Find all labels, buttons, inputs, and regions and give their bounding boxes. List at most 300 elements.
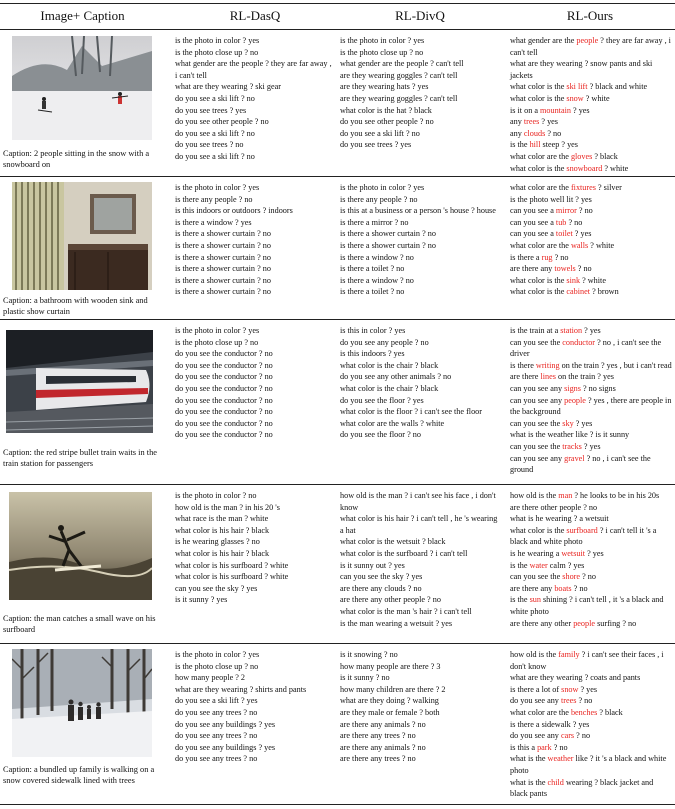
qa-line — [175, 325, 335, 337]
qa-text: is the photo in color ? yes — [175, 36, 260, 45]
highlighted-entity: gravel — [564, 453, 585, 463]
qa-line — [175, 395, 335, 407]
qa-line — [175, 128, 335, 140]
qa-text: is there a shower curtain ? no — [175, 275, 271, 285]
qa-line — [510, 325, 672, 337]
highlighted-entity: boats — [554, 583, 572, 593]
qa-line — [340, 548, 500, 560]
qa-text: ? black — [597, 707, 623, 717]
qa-text: is the — [510, 595, 530, 605]
qa-line — [175, 217, 335, 229]
qa-line — [510, 560, 672, 572]
qa-line — [175, 383, 335, 395]
qa-text: is there a sidewalk ? yes — [510, 719, 590, 729]
qa-text: is there a shower curtain ? no — [175, 252, 271, 262]
qa-text: what color are the — [510, 183, 571, 192]
qa-text: what color is his hair ? black — [175, 525, 270, 535]
qa-text: are there any — [510, 583, 555, 593]
qa-line — [510, 742, 672, 754]
qa-text: do you see the conductor ? no — [175, 418, 273, 428]
qa-text: is the man wearing a wetsuit ? yes — [340, 618, 453, 628]
qa-line — [175, 286, 335, 298]
qa-text: what color is his hair ? black — [175, 548, 270, 558]
qa-line — [340, 182, 500, 194]
qa-text: is the photo close up ? no — [340, 47, 424, 57]
qa-text: do you see a ski lift ? yes — [175, 696, 258, 706]
caption-text: Caption: a bundled up family is walking on a snow covered sidewalk lined with trees — [3, 765, 155, 786]
qa-text: are there other people ? no — [510, 502, 598, 512]
highlighted-entity: toilet — [555, 229, 573, 239]
qa-line — [340, 47, 500, 59]
rl-dasq-dialog — [175, 325, 335, 441]
qa-line — [340, 263, 500, 275]
qa-text: ? white — [588, 240, 615, 250]
qa-text: ? black — [592, 151, 618, 161]
qa-text: ? no — [574, 731, 591, 741]
qa-line — [175, 228, 335, 240]
qa-text: ? no — [545, 128, 562, 138]
qa-line — [175, 371, 335, 383]
qa-line — [510, 81, 672, 93]
qa-text: on the train ? yes — [555, 372, 614, 382]
qa-line — [510, 441, 672, 453]
qa-text: what color is the — [510, 275, 567, 285]
qa-text: ? silver — [595, 183, 622, 192]
qa-text: what gender are the people ? they are far away , i can't tell — [175, 59, 332, 80]
qa-text: is it sunny out ? yes — [340, 560, 405, 570]
qa-line — [510, 240, 672, 252]
qa-text: are there any other people ? no — [340, 595, 441, 605]
qa-line — [340, 35, 500, 47]
highlighted-entity: trees — [560, 696, 577, 706]
qa-text: what color is the chair ? black — [340, 360, 439, 370]
qa-line — [175, 649, 335, 661]
qa-text: do you see the conductor ? no — [175, 349, 273, 359]
qa-line — [340, 418, 500, 430]
qa-text: like ? it 's a black and white photo — [510, 754, 667, 775]
qa-text: is there a window ? yes — [175, 217, 252, 227]
qa-text: is there a window ? no — [340, 275, 414, 285]
qa-text: do you see the conductor ? no — [175, 360, 273, 370]
qa-text: how old is the man ? i can't see his face , i don't know — [340, 491, 496, 512]
qa-line — [510, 672, 672, 684]
qa-text: are there any clouds ? no — [340, 583, 422, 593]
qa-line — [510, 35, 672, 58]
qa-line — [175, 252, 335, 264]
qa-line — [510, 730, 672, 742]
qa-text: shining ? i can't tell , it 's a black and white photo — [510, 595, 664, 616]
qa-text: do you see other people ? no — [175, 117, 269, 127]
highlighted-entity: people — [573, 618, 596, 628]
qa-text: what color are the — [510, 707, 571, 717]
qa-line — [175, 93, 335, 105]
qa-line — [510, 684, 672, 696]
highlighted-entity: station — [560, 326, 583, 335]
qa-line — [510, 93, 672, 105]
qa-text: what color are the walls ? white — [340, 418, 445, 428]
qa-text: is there any people ? no — [175, 194, 253, 204]
qa-text: how many people are there ? 3 — [340, 661, 441, 671]
qa-text: is there a toilet ? no — [340, 287, 405, 297]
highlighted-entity: conductor — [562, 337, 596, 347]
qa-line — [510, 263, 672, 275]
qa-text: is it on a — [510, 105, 541, 115]
qa-line — [175, 139, 335, 151]
qa-text: is the photo in color ? yes — [175, 326, 260, 335]
qa-text: do you see any people ? no — [340, 337, 429, 347]
qa-line — [510, 194, 672, 206]
qa-text: can you see the — [510, 572, 563, 582]
qa-text: do you see a ski lift ? no — [175, 128, 255, 138]
qa-line — [510, 490, 672, 502]
qa-text: calm ? yes — [547, 560, 585, 570]
qa-line — [340, 70, 500, 82]
qa-text: what gender are the — [510, 36, 577, 45]
highlighted-entity: tub — [555, 217, 567, 227]
qa-line — [175, 35, 335, 47]
highlighted-entity: trees — [523, 117, 540, 127]
qa-line — [340, 348, 500, 360]
qa-line — [510, 275, 672, 287]
qa-text: what color is the man 's hair ? i can't tell — [340, 606, 472, 616]
qa-text: what color is his surfboard ? white — [175, 572, 289, 582]
qa-text: are they wearing hats ? yes — [340, 82, 429, 92]
qa-text: can you see any — [510, 395, 565, 405]
qa-text: ? no — [580, 572, 596, 582]
qa-line — [175, 490, 335, 502]
qa-text: is the — [510, 140, 530, 150]
highlighted-entity: child — [547, 777, 564, 787]
qa-line — [340, 105, 500, 117]
highlighted-entity: rug — [541, 252, 553, 262]
table-row — [0, 177, 675, 319]
qa-text: ? white — [580, 275, 606, 285]
highlighted-entity: snow — [561, 684, 579, 694]
qa-line — [340, 560, 500, 572]
qa-text: are they wearing goggles ? can't tell — [340, 93, 458, 103]
qa-text: ? yes — [572, 229, 592, 239]
highlighted-entity: mountain — [540, 105, 571, 115]
qa-text: what color are the — [510, 151, 571, 161]
qa-line — [340, 594, 500, 606]
qa-text: is there a window ? no — [340, 252, 414, 262]
qa-text: what is the — [510, 754, 548, 764]
qa-line — [510, 217, 672, 229]
highlighted-entity: clouds — [523, 128, 546, 138]
rl-divq-dialog — [340, 490, 500, 629]
qa-text: is he wearing a — [510, 548, 562, 558]
qa-text: are there any — [510, 264, 555, 274]
highlighted-entity: sky — [562, 418, 574, 428]
qa-text: ? yes — [582, 326, 601, 335]
qa-text: are they male or female ? both — [340, 707, 440, 717]
caption-text: Caption: a bathroom with wooden sink and plastic show curtain — [3, 296, 148, 317]
qa-line — [340, 395, 500, 407]
qa-text: what are they wearing ? shirts and pants — [175, 684, 307, 694]
rl-dasq-dialog — [175, 182, 335, 298]
qa-line — [510, 777, 672, 800]
rl-dasq-dialog — [175, 35, 335, 163]
qa-text: how old is the — [510, 650, 559, 659]
highlighted-entity: water — [529, 560, 548, 570]
qa-text: ? yes — [573, 418, 593, 428]
qa-text: do you see trees ? yes — [340, 140, 412, 150]
qa-text: is there a mirror ? no — [340, 217, 409, 227]
qa-line — [340, 490, 500, 513]
qa-line — [340, 252, 500, 264]
qa-line — [510, 163, 672, 175]
qa-line — [175, 502, 335, 514]
qa-text: can you see any — [510, 383, 565, 393]
qa-text: is there a shower curtain ? no — [340, 240, 436, 250]
qa-line — [510, 649, 672, 672]
qa-text: is there any people ? no — [340, 194, 418, 204]
qa-text: do you see any trees ? no — [175, 731, 258, 741]
table-row — [0, 485, 675, 643]
qa-line — [175, 548, 335, 560]
qa-line — [340, 116, 500, 128]
highlighted-entity: towels — [554, 264, 576, 274]
qa-text: can you see the sky ? yes — [175, 583, 258, 593]
qa-line — [175, 429, 335, 441]
qa-text: is there a shower curtain ? no — [175, 229, 271, 239]
qa-text: do you see the conductor ? no — [175, 407, 273, 417]
qa-line — [510, 502, 672, 514]
qa-text: how many people ? 2 — [175, 673, 246, 683]
qa-line — [175, 661, 335, 673]
qa-line — [510, 525, 672, 548]
qa-line — [510, 116, 672, 128]
qa-line — [175, 205, 335, 217]
qa-text: are they wearing goggles ? can't tell — [340, 70, 458, 80]
qa-text: do you see a ski lift ? no — [175, 151, 255, 161]
bottom-rule — [0, 804, 675, 805]
qa-text: do you see the conductor ? no — [175, 395, 273, 405]
qa-text: are there any other — [510, 618, 574, 628]
qa-text: do you see any — [510, 731, 561, 741]
qa-line — [340, 684, 500, 696]
qa-text: ? yes — [585, 548, 604, 558]
qa-text: can you see the sky ? yes — [340, 572, 423, 582]
qa-line — [340, 205, 500, 217]
qa-line — [175, 560, 335, 572]
rl-divq-dialog — [340, 35, 500, 151]
qa-text: do you see any other animals ? no — [340, 372, 452, 382]
highlighted-entity: tracks — [562, 441, 582, 451]
qa-line — [340, 383, 500, 395]
qa-line — [175, 513, 335, 525]
qa-line — [175, 672, 335, 684]
qa-text: ? i can't see their faces , i don't know — [510, 650, 664, 671]
qa-text: ? black and white — [587, 82, 648, 92]
qa-text: what is the weather like ? is it sunny — [510, 430, 630, 440]
highlighted-entity: walls — [570, 240, 589, 250]
qa-line — [175, 753, 335, 765]
qa-text: what are they wearing ? ski gear — [175, 82, 281, 92]
qa-text: can you see the — [510, 418, 563, 428]
qa-text: is there a toilet ? no — [340, 264, 405, 274]
qa-line — [340, 325, 500, 337]
rl-ours-dialog — [510, 182, 672, 298]
qa-line — [510, 695, 672, 707]
qa-text: do you see trees ? no — [175, 140, 244, 150]
qa-text: is the photo close up ? no — [175, 47, 259, 57]
qa-line — [175, 418, 335, 430]
qa-line — [510, 571, 672, 583]
qa-line — [510, 139, 672, 151]
highlighted-entity: mirror — [555, 206, 577, 216]
header-rl-dasq: RL-DasQ — [229, 8, 281, 23]
highlighted-entity: ski lift — [566, 82, 588, 92]
qa-text: ? white — [602, 163, 629, 173]
qa-text: what color is the — [510, 163, 567, 173]
table-row — [0, 644, 675, 804]
top-rule — [0, 3, 675, 4]
qa-text: do you see other people ? no — [340, 117, 434, 127]
qa-text: is this indoors ? yes — [340, 349, 405, 359]
highlighted-entity: benches — [570, 707, 598, 717]
qa-text: what color is the chair ? black — [340, 383, 439, 393]
qa-text: can you see a — [510, 229, 556, 239]
highlighted-entity: snow — [566, 93, 584, 103]
rl-ours-dialog — [510, 35, 672, 174]
qa-text: is there a shower curtain ? no — [175, 240, 271, 250]
highlighted-entity: park — [537, 742, 552, 752]
qa-line — [510, 182, 672, 194]
qa-line — [510, 228, 672, 240]
qa-text: do you see the conductor ? no — [175, 372, 273, 382]
qa-text: is the photo in color ? no — [175, 491, 257, 500]
qa-line — [175, 719, 335, 731]
qa-text: what are they wearing ? snow pants and ski jackets — [510, 59, 653, 80]
qa-text: is there a lot of — [510, 684, 562, 694]
qa-text: do you see trees ? yes — [175, 105, 247, 115]
qa-line — [175, 594, 335, 606]
qa-text: is there a shower curtain ? no — [175, 287, 271, 297]
header-rl-ours: RL-Ours — [566, 8, 614, 23]
qa-line — [510, 383, 672, 395]
qa-line — [510, 707, 672, 719]
qa-text: is the — [510, 560, 530, 570]
qa-line — [510, 205, 672, 217]
qa-line — [510, 719, 672, 731]
qa-line — [175, 58, 335, 81]
qa-text: do you see any trees ? no — [175, 754, 258, 764]
qa-text: ? no , i can't see the driver — [510, 337, 662, 359]
qa-line — [510, 395, 672, 418]
qa-text: are there any trees ? no — [340, 731, 416, 741]
qa-text: do you see any buildings ? yes — [175, 719, 276, 729]
qa-line — [175, 182, 335, 194]
highlighted-entity: sink — [566, 275, 581, 285]
qa-line — [340, 695, 500, 707]
qa-line — [510, 151, 672, 163]
qa-text: steep ? yes — [540, 140, 578, 150]
qa-text: what color is the floor ? i can't see the floor — [340, 407, 482, 417]
highlighted-entity: man — [558, 491, 573, 500]
photo-skiers — [12, 36, 152, 140]
qa-text: are there any animals ? no — [340, 742, 426, 752]
qa-line — [175, 583, 335, 595]
qa-text: what color is the — [510, 287, 567, 297]
rl-dasq-dialog — [175, 490, 335, 606]
qa-line — [340, 661, 500, 673]
qa-text: ? no , i can't see the ground — [510, 453, 651, 475]
qa-text: what color is his surfboard ? white — [175, 560, 289, 570]
qa-text: are there any trees ? no — [340, 754, 416, 764]
caption-text: Caption: the red stripe bullet train waits in the train station for passengers — [3, 448, 157, 469]
highlighted-entity: gloves — [570, 151, 593, 161]
rl-divq-dialog — [340, 649, 500, 765]
qa-text: is the photo in color ? yes — [340, 36, 425, 45]
qa-line — [340, 406, 500, 418]
qa-line — [175, 742, 335, 754]
qa-text: ? yes — [581, 441, 601, 451]
qa-line — [340, 139, 500, 151]
qa-text: what are they doing ? walking — [340, 696, 439, 706]
qa-text: what are they wearing ? coats and pants — [510, 673, 641, 683]
highlighted-entity: signs — [564, 383, 581, 393]
qa-text: do you see the conductor ? no — [175, 430, 273, 440]
qa-text: what color is the — [510, 93, 567, 103]
qa-text: surfing ? no — [595, 618, 637, 628]
qa-line — [175, 406, 335, 418]
photo-surfer — [9, 492, 152, 600]
qa-text: ? no — [552, 252, 569, 262]
qa-text: can you see a — [510, 217, 556, 227]
qa-line — [340, 753, 500, 765]
qa-text: is the photo close up ? no — [175, 337, 259, 347]
qa-line — [340, 337, 500, 349]
qa-text: can you see the — [510, 337, 563, 347]
qa-text: what gender are the people ? can't tell — [340, 59, 464, 69]
qa-line — [340, 429, 500, 441]
qa-text: ? no signs — [580, 383, 616, 393]
qa-line — [175, 47, 335, 59]
qa-text: what color is the surfboard ? i can't tell — [340, 548, 468, 558]
qa-line — [340, 194, 500, 206]
qa-line — [510, 418, 672, 430]
qa-text: can you see a — [510, 206, 556, 216]
highlighted-entity: surfboard — [566, 525, 598, 535]
qa-text: ? they are far away , i can't tell — [510, 36, 671, 57]
qa-text: ? no — [575, 264, 592, 274]
highlighted-entity: people — [576, 36, 599, 45]
qa-line — [340, 583, 500, 595]
qa-line — [510, 594, 672, 617]
qa-line — [175, 360, 335, 372]
qa-text: wearing ? black jacket and black pants — [510, 777, 654, 799]
qa-line — [175, 105, 335, 117]
highlighted-entity: cabinet — [566, 287, 591, 297]
qa-line — [175, 81, 335, 93]
qa-line — [510, 337, 672, 360]
qa-text: ? no — [576, 696, 593, 706]
qa-text: ? i can't tell it 's a black and white photo — [510, 525, 657, 547]
highlighted-entity: sun — [529, 595, 541, 605]
highlighted-entity: weather — [547, 754, 574, 764]
highlighted-entity: hill — [529, 140, 541, 150]
qa-line — [340, 217, 500, 229]
highlighted-entity: fixtures — [570, 183, 596, 192]
highlighted-entity: family — [558, 650, 580, 659]
qa-text: what color is the hat ? black — [340, 105, 432, 115]
photo-family-snow — [12, 649, 152, 757]
header-image-caption: Image+ Caption — [40, 8, 125, 23]
qa-line — [510, 753, 672, 776]
qa-text: is it sunny ? no — [340, 673, 390, 683]
qa-line — [175, 240, 335, 252]
